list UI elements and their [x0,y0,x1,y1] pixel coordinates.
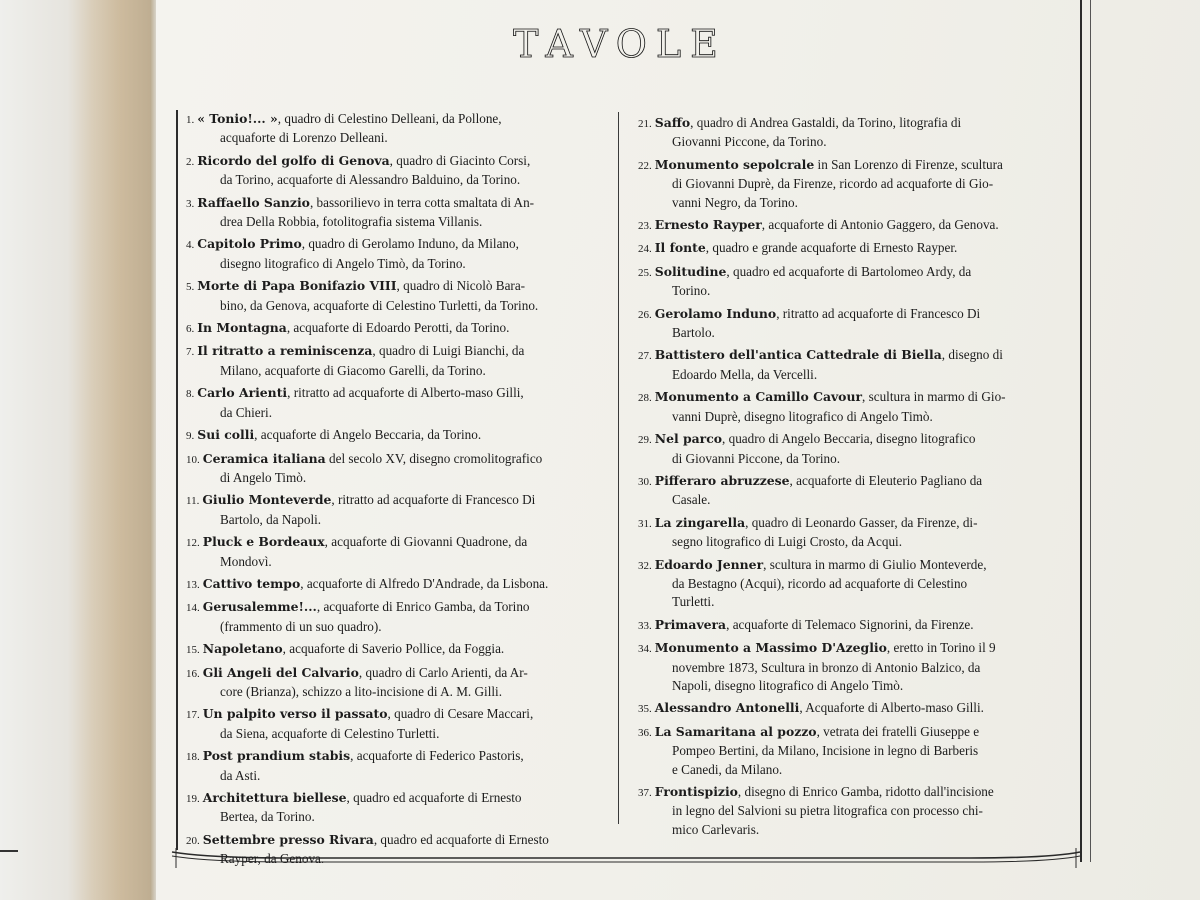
plate-number: 20. [186,834,200,847]
plate-description: , acquaforte di Antonio Gaggero, da Genova. [761,217,999,233]
plate-description-continued: Milano, acquaforte di Giacomo Garelli, da Torino. [220,362,486,378]
plate-description-continued: Rayper, da Genova. [220,851,325,867]
plate-description-continued: disegno litografico di Angelo Timò, da Torino. [220,255,466,271]
plate-title: Ceramica italiana [202,450,326,466]
plate-description-continued: Turletti. [672,594,715,610]
plate-description: , ritratto ad acquaforte di Alberto-maso Gilli, [287,385,524,401]
plate-title: Post prandium stabis [202,748,351,764]
plate-title: Settembre presso Rivara [202,831,374,847]
plate-entry [186,705,608,743]
plate-number: 28. [638,392,652,405]
plate-entry [186,342,608,380]
plate-number: 27. [638,350,652,363]
plate-number: 12. [186,537,200,550]
plate-description: , quadro ed acquaforte di Ernesto [373,831,549,847]
plate-entry [186,491,608,529]
plate-number: 2. [186,155,195,168]
plate-title: Frontispizio [654,784,738,799]
plate-description: , quadro di Leonardo Gasser, da Firenze, di- [745,514,978,530]
plate-description-continued: di Giovanni Piccone, da Torino. [672,450,841,466]
plate-description: , acquaforte di Giovanni Quadrone, da [324,534,528,550]
plate-description: , acquaforte di Angelo Beccaria, da Torino. [254,427,482,443]
plate-entry [638,305,1058,343]
plate-description: , quadro ed acquaforte di Bartolomeo Ardy, da [726,263,972,279]
plate-title: La Samaritana al pozzo [654,723,817,739]
plate-entry [638,388,1058,426]
plate-description: , acquaforte di Eleuterio Pagliano da [789,472,983,488]
plate-number: 33. [638,619,652,632]
plate-description: , Acquaforte di Alberto-maso Gilli. [799,700,984,716]
plate-number: 3. [186,197,195,210]
plate-title: Cattivo tempo [202,575,301,591]
plate-description-continued: drea Della Robbia, fotolitografia sistema Villanis. [220,214,483,230]
plate-number: 31. [638,517,652,530]
plate-number: 11. [186,495,200,508]
plate-title: La zingarella [654,514,746,530]
plate-title: Solitudine [654,263,727,279]
adjacent-page-mark [0,850,18,852]
plate-description-continued: di Giovanni Duprè, da Firenze, ricordo ad acquaforte di Gio- [672,176,994,192]
plate-description: , quadro di Gerolamo Induno, da Milano, [301,236,519,252]
plate-description: , ritratto ad acquaforte di Francesco Di [331,492,536,508]
plate-description: , acquaforte di Enrico Gamba, da Torino [316,599,530,615]
plate-description: , quadro di Luigi Bianchi, da [372,343,525,359]
plate-number: 7. [186,346,195,359]
plate-number: 10. [186,453,200,466]
plate-number: 16. [186,667,200,680]
plate-number: 9. [186,430,195,443]
plate-title: Morte di Papa Bonifazio VIII [197,278,397,294]
plate-description: , disegno di [941,347,1003,363]
plate-entry [638,639,1058,695]
plate-title: Ernesto Rayper [654,217,762,233]
plate-number: 23. [638,220,652,233]
plate-description-continued: segno litografico di Luigi Crosto, da Acqui. [672,534,903,550]
plate-entry [186,664,608,702]
plate-title: Nel parco [654,431,723,447]
plate-description: , quadro di Cesare Maccari, [387,706,534,722]
plate-title: Un palpito verso il passato [202,706,388,722]
plates-list-left [186,110,608,873]
plate-entry [638,430,1058,468]
plate-number: 21. [638,118,652,130]
plate-description: , quadro e grande acquaforte di Ernesto Rayper. [705,240,958,256]
plate-description-continued: Bertea, da Torino. [220,809,315,825]
plate-description-continued: bino, da Genova, acquaforte di Celestino Turletti, da Torino. [220,297,539,313]
plate-description-continued: da Bestagno (Acqui), ricordo ad acquaforte di Celestino [672,575,968,591]
column-divider [618,112,619,824]
frame-right-inner-rule [1090,0,1091,862]
plate-title: Carlo Arienti [197,385,288,401]
plate-entry [638,156,1058,212]
plate-entry [638,472,1058,510]
plate-description-continued: Casale. [672,492,711,508]
plate-title: In Montagna [197,320,287,336]
plate-title: Giulio Monteverde [202,492,332,508]
plate-description-continued: da Torino, acquaforte di Alessandro Balduino, da Torino. [220,172,521,188]
plate-entry [186,110,608,148]
plate-number: 18. [186,751,200,764]
plate-entry [186,450,608,488]
plate-title: Gerusalemme!... [202,599,317,615]
plate-description-continued: Pompeo Bertini, da Milano, Incisione in legno di Barberis [672,743,979,759]
plate-description-continued: da Chieri. [220,404,273,420]
plate-description: , quadro di Angelo Beccaria, disegno litografico [722,431,976,447]
plate-entry [638,616,1058,635]
plate-number: 15. [186,644,200,657]
plate-number: 22. [638,159,652,172]
plate-entry [638,216,1058,235]
plate-entry [186,747,608,785]
plate-description-continued: Bartolo. [672,325,715,341]
plate-description-continued: acquaforte di Lorenzo Delleani. [220,130,388,146]
page-title: TAVOLE [513,22,727,66]
plate-number: 13. [186,578,200,591]
plate-title: Alessandro Antonelli [654,700,800,716]
plate-number: 25. [638,266,652,279]
plate-title: Ricordo del golfo di Genova [197,152,390,168]
plate-number: 35. [638,703,652,716]
plate-entry [638,783,1058,839]
plate-description-continued: vanni Negro, da Torino. [672,194,798,210]
plate-title: Monumento sepolcrale [654,156,815,172]
plate-number: 34. [638,643,652,656]
plate-number: 24. [638,243,652,256]
plate-title: Architettura biellese [202,790,347,805]
plate-number: 14. [186,602,200,615]
plate-entry [186,152,608,190]
plate-number: 26. [638,308,652,321]
plate-entry [638,556,1058,612]
plate-title: Saffo [654,115,691,130]
plate-entry [186,235,608,273]
plates-list-right [638,114,1058,843]
plate-entry [638,346,1058,384]
plate-description: , acquaforte di Saverio Pollice, da Foggia. [282,641,505,657]
plate-description: , acquaforte di Telemaco Signorini, da Firenze. [726,616,974,632]
plate-description-continued: e Canedi, da Milano. [672,761,783,777]
plate-description-continued: Bartolo, da Napoli. [220,511,322,527]
plate-description-continued: di Angelo Timò. [220,469,307,485]
plate-title: Monumento a Camillo Cavour [654,389,862,405]
plate-description: del secolo XV, disegno cromolitografico [325,450,543,466]
plate-title: Pluck e Bordeaux [202,534,325,550]
plate-entry [638,263,1058,301]
plate-entry [638,699,1058,718]
plate-description: , scultura in marmo di Giulio Monteverde, [763,556,987,572]
plate-title: Monumento a Massimo D'Azeglio [654,640,887,656]
plate-description: in San Lorenzo di Firenze, scultura [814,156,1003,172]
plate-number: 6. [186,323,195,336]
plate-description: , scultura in marmo di Gio- [862,389,1006,405]
plate-title: Primavera [654,616,727,632]
plate-title: Raffaello Sanzio [197,194,310,210]
plate-description-continued: Mondovì. [220,553,272,569]
plate-description-continued: in legno del Salvioni su pietra litografica con processo chi- [672,803,983,819]
plate-description-continued: (frammento di un suo quadro). [220,618,382,634]
plate-entry [186,789,608,827]
plate-title: Gli Angeli del Calvario [202,664,359,680]
plate-description-continued: vanni Duprè, disegno litografico di Angelo Timò. [672,408,933,424]
plate-description-continued: Edoardo Mella, da Vercelli. [672,366,818,382]
plate-number: 32. [638,559,652,572]
plate-number: 5. [186,281,195,294]
plate-entry [638,114,1058,152]
plate-description: , ritratto ad acquaforte di Francesco Di [776,305,981,321]
plate-description-continued: mico Carlevaris. [672,821,760,837]
plate-description-continued: da Asti. [220,767,261,783]
plate-number: 17. [186,709,200,722]
plate-entry [186,598,608,636]
plate-title: Il ritratto a reminiscenza [197,343,373,359]
plate-description-continued: core (Brianza), schizzo a lito-incisione di A. M. Gilli. [220,683,502,699]
plate-entry [638,723,1058,779]
frame-left-rule [176,110,178,850]
plate-number: 1. [186,114,195,126]
plate-description: , quadro di Andrea Gastaldi, da Torino, litografia di [690,115,962,130]
plate-description: , acquaforte di Alfredo D'Andrade, da Lisbona. [300,575,549,591]
plate-description: , eretto in Torino il 9 [886,640,996,656]
plate-description: , quadro di Celestino Delleani, da Pollone, [277,111,502,126]
book-binding [0,0,150,900]
plate-number: 8. [186,388,195,401]
plate-entry [186,426,608,445]
plate-title: Edoardo Jenner [654,556,764,572]
plate-entry [638,514,1058,552]
plate-description: , quadro ed acquaforte di Ernesto [346,790,522,805]
plate-description: , bassorilievo in terra cotta smaltata di An- [309,194,535,210]
plate-entry [186,575,608,594]
plate-description: , acquaforte di Edoardo Perotti, da Torino. [286,320,510,336]
plate-description-continued: Napoli, disegno litografico di Angelo Timò. [672,677,904,693]
plate-description-continued: da Siena, acquaforte di Celestino Turletti. [220,725,440,741]
plate-entry [186,640,608,659]
plate-description: , quadro di Giacinto Corsi, [389,152,531,168]
plate-entry [186,831,608,869]
plate-description-continued: Giovanni Piccone, da Torino. [672,134,827,150]
plate-number: 30. [638,475,652,488]
plate-title: « Tonio!... » [197,111,278,126]
plate-number: 4. [186,239,195,252]
plate-number: 29. [638,434,652,447]
plate-title: Gerolamo Induno [654,305,777,321]
plate-number: 19. [186,793,200,805]
plate-entry [186,194,608,232]
plate-entry [186,277,608,315]
plate-title: Battistero dell'antica Cattedrale di Biella [654,347,942,363]
plate-number: 36. [638,726,652,739]
plate-entry [186,319,608,338]
plate-description: , quadro di Nicolò Bara- [396,278,526,294]
plate-description: , acquaforte di Federico Pastoris, [350,748,524,764]
plate-description: , quadro di Carlo Arienti, da Ar- [358,664,528,680]
plate-entry [638,239,1058,258]
frame-right-rule [1080,0,1082,862]
plate-description: , disegno di Enrico Gamba, ridotto dall'incisione [737,784,994,799]
plate-title: Napoletano [202,641,283,657]
plate-title: Pifferaro abruzzese [654,472,790,488]
plate-title: Capitolo Primo [197,236,302,252]
plate-description-continued: novembre 1873, Scultura in bronzo di Antonio Balzico, da [672,659,981,675]
plate-number: 37. [638,787,652,799]
plate-entry [186,384,608,422]
plate-description-continued: Torino. [672,283,711,299]
plate-title: Sui colli [197,427,255,443]
plate-title: Il fonte [654,240,706,256]
plate-entry [186,533,608,571]
plate-description: , vetrata dei fratelli Giuseppe e [816,723,980,739]
